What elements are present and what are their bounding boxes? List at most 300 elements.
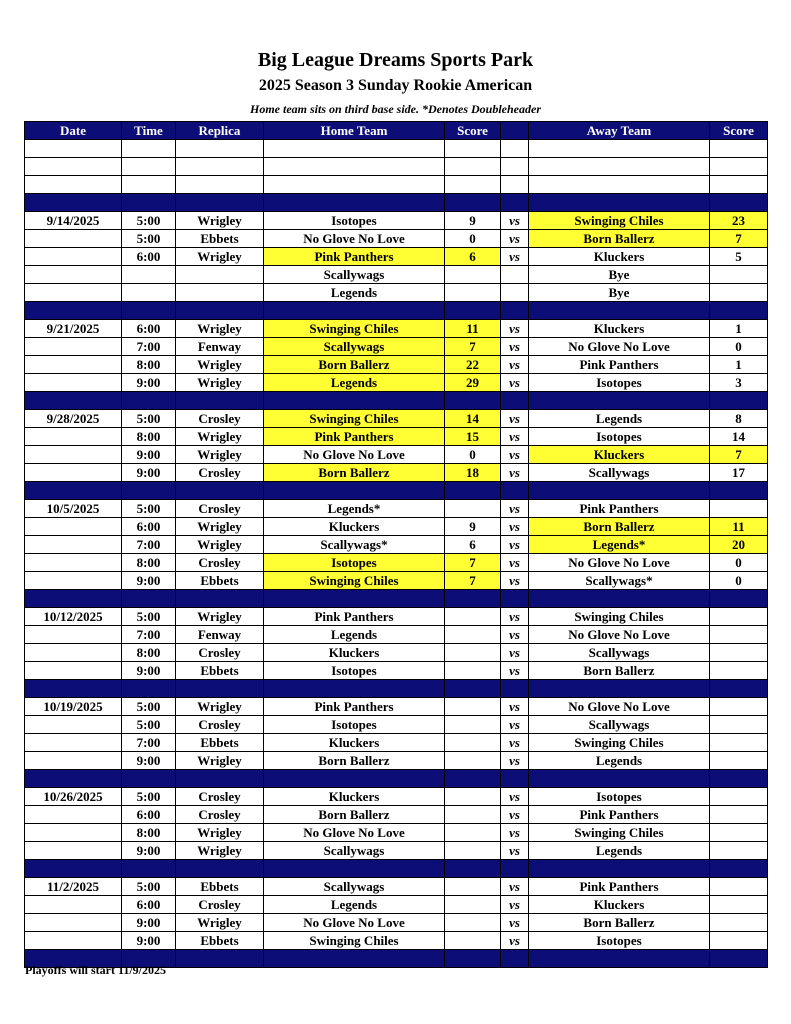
home-team-cell: Pink Panthers xyxy=(264,698,445,716)
date-cell xyxy=(25,374,122,392)
date-cell xyxy=(25,770,122,788)
away-score-cell: 23 xyxy=(710,212,768,230)
vs-cell xyxy=(501,590,529,608)
home-score-cell: 15 xyxy=(445,428,501,446)
date-cell xyxy=(25,896,122,914)
replica-cell: Wrigley xyxy=(176,914,264,932)
date-cell xyxy=(25,302,122,320)
home-team-cell: Scallywags xyxy=(264,842,445,860)
time-cell: 8:00 xyxy=(122,554,176,572)
date-cell xyxy=(25,248,122,266)
away-team-cell: No Glove No Love xyxy=(529,554,710,572)
replica-cell: Wrigley xyxy=(176,248,264,266)
home-team-cell: Born Ballerz xyxy=(264,464,445,482)
home-score-cell xyxy=(445,392,501,410)
home-team-cell xyxy=(264,680,445,698)
vs-cell xyxy=(501,860,529,878)
away-team-cell: No Glove No Love xyxy=(529,698,710,716)
col-date: Date xyxy=(25,122,122,140)
date-cell xyxy=(25,428,122,446)
week-separator xyxy=(25,482,768,500)
home-team-cell: Pink Panthers xyxy=(264,248,445,266)
home-team-cell: Born Ballerz xyxy=(264,752,445,770)
vs-cell: vs xyxy=(501,626,529,644)
home-score-cell xyxy=(445,662,501,680)
vs-cell: vs xyxy=(501,896,529,914)
time-cell xyxy=(122,158,176,176)
away-team-cell: No Glove No Love xyxy=(529,338,710,356)
away-score-cell xyxy=(710,878,768,896)
table-row xyxy=(25,788,768,806)
blank-row xyxy=(25,158,768,176)
replica-cell: Wrigley xyxy=(176,428,264,446)
home-score-cell xyxy=(445,194,501,212)
home-score-cell xyxy=(445,500,501,518)
home-team-cell xyxy=(264,176,445,194)
table-row xyxy=(25,662,768,680)
home-team-cell: No Glove No Love xyxy=(264,914,445,932)
header-row xyxy=(25,122,768,140)
home-score-cell xyxy=(445,824,501,842)
replica-cell xyxy=(176,158,264,176)
date-cell: 9/14/2025 xyxy=(25,212,122,230)
home-team-cell xyxy=(264,392,445,410)
time-cell xyxy=(122,266,176,284)
away-team-cell: No Glove No Love xyxy=(529,626,710,644)
vs-cell: vs xyxy=(501,842,529,860)
col-replica: Replica xyxy=(176,122,264,140)
away-score-cell xyxy=(710,770,768,788)
time-cell: 5:00 xyxy=(122,500,176,518)
replica-cell xyxy=(176,770,264,788)
schedule-table xyxy=(24,121,768,968)
home-team-cell: Scallywags xyxy=(264,266,445,284)
time-cell: 7:00 xyxy=(122,734,176,752)
time-cell: 9:00 xyxy=(122,662,176,680)
replica-cell: Wrigley xyxy=(176,824,264,842)
time-cell: 5:00 xyxy=(122,878,176,896)
vs-cell xyxy=(501,680,529,698)
vs-cell: vs xyxy=(501,248,529,266)
home-score-cell: 9 xyxy=(445,212,501,230)
away-team-cell xyxy=(529,158,710,176)
table-row xyxy=(25,536,768,554)
replica-cell: Wrigley xyxy=(176,320,264,338)
table-row xyxy=(25,824,768,842)
time-cell: 9:00 xyxy=(122,932,176,950)
away-team-cell: Kluckers xyxy=(529,320,710,338)
date-cell xyxy=(25,338,122,356)
home-score-cell: 9 xyxy=(445,518,501,536)
col-vs xyxy=(501,122,529,140)
vs-cell: vs xyxy=(501,914,529,932)
replica-cell: Wrigley xyxy=(176,356,264,374)
home-team-cell: Isotopes xyxy=(264,716,445,734)
table-row xyxy=(25,554,768,572)
home-score-cell xyxy=(445,716,501,734)
vs-cell: vs xyxy=(501,536,529,554)
page-title: Big League Dreams Sports Park xyxy=(257,49,534,71)
vs-cell: vs xyxy=(501,752,529,770)
replica-cell xyxy=(176,950,264,968)
away-team-cell: Isotopes xyxy=(529,788,710,806)
vs-cell: vs xyxy=(501,374,529,392)
home-team-cell: Born Ballerz xyxy=(264,356,445,374)
date-cell xyxy=(25,824,122,842)
away-score-cell xyxy=(710,734,768,752)
replica-cell: Wrigley xyxy=(176,608,264,626)
home-team-cell: Legends* xyxy=(264,500,445,518)
table-row xyxy=(25,698,768,716)
away-team-cell: Isotopes xyxy=(529,374,710,392)
away-score-cell: 11 xyxy=(710,518,768,536)
replica-cell xyxy=(176,482,264,500)
table-body xyxy=(25,140,768,968)
home-team-cell: Isotopes xyxy=(264,554,445,572)
vs-cell: vs xyxy=(501,572,529,590)
table-row xyxy=(25,896,768,914)
time-cell: 6:00 xyxy=(122,806,176,824)
away-team-cell: Pink Panthers xyxy=(529,356,710,374)
replica-cell xyxy=(176,284,264,302)
home-team-cell: Kluckers xyxy=(264,644,445,662)
home-team-cell: No Glove No Love xyxy=(264,446,445,464)
table-row xyxy=(25,320,768,338)
replica-cell xyxy=(176,302,264,320)
date-cell xyxy=(25,806,122,824)
replica-cell xyxy=(176,590,264,608)
home-score-cell xyxy=(445,482,501,500)
week-separator xyxy=(25,302,768,320)
vs-cell: vs xyxy=(501,608,529,626)
away-team-cell xyxy=(529,950,710,968)
home-score-cell xyxy=(445,284,501,302)
away-score-cell xyxy=(710,482,768,500)
table-row xyxy=(25,230,768,248)
home-score-cell xyxy=(445,788,501,806)
home-score-cell: 18 xyxy=(445,464,501,482)
table-row xyxy=(25,500,768,518)
home-team-cell: Swinging Chiles xyxy=(264,572,445,590)
away-team-cell: Legends xyxy=(529,752,710,770)
away-team-cell: Bye xyxy=(529,266,710,284)
date-cell xyxy=(25,932,122,950)
away-score-cell xyxy=(710,932,768,950)
replica-cell: Wrigley xyxy=(176,518,264,536)
away-score-cell xyxy=(710,914,768,932)
away-score-cell xyxy=(710,716,768,734)
home-team-cell xyxy=(264,590,445,608)
vs-cell xyxy=(501,158,529,176)
away-team-cell: Pink Panthers xyxy=(529,806,710,824)
time-cell: 5:00 xyxy=(122,230,176,248)
blank-row xyxy=(25,140,768,158)
away-score-cell: 0 xyxy=(710,554,768,572)
away-score-cell xyxy=(710,788,768,806)
replica-cell: Crosley xyxy=(176,464,264,482)
home-score-cell xyxy=(445,842,501,860)
away-team-cell: Born Ballerz xyxy=(529,662,710,680)
date-cell: 9/21/2025 xyxy=(25,320,122,338)
date-cell xyxy=(25,842,122,860)
home-team-cell xyxy=(264,860,445,878)
date-cell xyxy=(25,482,122,500)
replica-cell: Wrigley xyxy=(176,536,264,554)
table-row xyxy=(25,716,768,734)
away-score-cell xyxy=(710,806,768,824)
home-team-cell: Kluckers xyxy=(264,518,445,536)
time-cell: 9:00 xyxy=(122,752,176,770)
date-cell xyxy=(25,716,122,734)
home-team-cell: Swinging Chiles xyxy=(264,320,445,338)
date-cell xyxy=(25,626,122,644)
away-score-cell xyxy=(710,842,768,860)
page-subtitle: 2025 Season 3 Sunday Rookie American xyxy=(258,77,533,94)
vs-cell: vs xyxy=(501,662,529,680)
time-cell xyxy=(122,176,176,194)
away-score-cell xyxy=(710,680,768,698)
date-cell xyxy=(25,734,122,752)
home-team-cell: Pink Panthers xyxy=(264,608,445,626)
week-separator xyxy=(25,680,768,698)
replica-cell: Crosley xyxy=(176,788,264,806)
date-cell xyxy=(25,644,122,662)
table-row xyxy=(25,878,768,896)
vs-cell: vs xyxy=(501,734,529,752)
vs-cell: vs xyxy=(501,320,529,338)
table-row xyxy=(25,572,768,590)
away-score-cell xyxy=(710,626,768,644)
date-cell xyxy=(25,158,122,176)
replica-cell: Ebbets xyxy=(176,572,264,590)
home-score-cell xyxy=(445,770,501,788)
date-cell: 10/5/2025 xyxy=(25,500,122,518)
time-cell: 9:00 xyxy=(122,464,176,482)
replica-cell: Crosley xyxy=(176,644,264,662)
away-team-cell: Bye xyxy=(529,284,710,302)
away-team-cell xyxy=(529,302,710,320)
home-score-cell: 6 xyxy=(445,248,501,266)
home-score-cell: 14 xyxy=(445,410,501,428)
home-score-cell: 22 xyxy=(445,356,501,374)
away-score-cell xyxy=(710,896,768,914)
date-cell: 9/28/2025 xyxy=(25,410,122,428)
date-cell xyxy=(25,446,122,464)
replica-cell xyxy=(176,194,264,212)
away-team-cell xyxy=(529,680,710,698)
home-score-cell: 0 xyxy=(445,446,501,464)
time-cell: 6:00 xyxy=(122,518,176,536)
date-cell xyxy=(25,140,122,158)
vs-cell: vs xyxy=(501,878,529,896)
away-team-cell: Scallywags xyxy=(529,644,710,662)
away-team-cell: Swinging Chiles xyxy=(529,824,710,842)
table-row xyxy=(25,374,768,392)
home-team-cell: Pink Panthers xyxy=(264,428,445,446)
home-score-cell xyxy=(445,806,501,824)
vs-cell: vs xyxy=(501,230,529,248)
away-team-cell: Swinging Chiles xyxy=(529,212,710,230)
date-cell xyxy=(25,554,122,572)
vs-cell xyxy=(501,482,529,500)
home-score-cell: 0 xyxy=(445,230,501,248)
vs-cell xyxy=(501,392,529,410)
date-cell xyxy=(25,752,122,770)
away-score-cell xyxy=(710,176,768,194)
week-separator xyxy=(25,392,768,410)
away-team-cell: Swinging Chiles xyxy=(529,734,710,752)
replica-cell: Crosley xyxy=(176,500,264,518)
vs-cell: vs xyxy=(501,788,529,806)
away-score-cell xyxy=(710,302,768,320)
time-cell: 5:00 xyxy=(122,212,176,230)
home-score-cell: 7 xyxy=(445,338,501,356)
away-score-cell: 0 xyxy=(710,572,768,590)
time-cell xyxy=(122,392,176,410)
time-cell: 5:00 xyxy=(122,608,176,626)
vs-cell: vs xyxy=(501,716,529,734)
away-team-cell: Born Ballerz xyxy=(529,230,710,248)
col-away-team: Away Team xyxy=(529,122,710,140)
date-cell xyxy=(25,464,122,482)
home-team-cell: Legends xyxy=(264,896,445,914)
date-cell xyxy=(25,518,122,536)
replica-cell: Crosley xyxy=(176,716,264,734)
table-row xyxy=(25,842,768,860)
col-home-score: Score xyxy=(445,122,501,140)
away-score-cell: 7 xyxy=(710,230,768,248)
time-cell: 9:00 xyxy=(122,446,176,464)
away-score-cell xyxy=(710,266,768,284)
home-team-cell: Isotopes xyxy=(264,662,445,680)
home-score-cell xyxy=(445,626,501,644)
home-team-cell: Swinging Chiles xyxy=(264,932,445,950)
vs-cell: vs xyxy=(501,446,529,464)
replica-cell xyxy=(176,860,264,878)
away-score-cell xyxy=(710,824,768,842)
home-score-cell xyxy=(445,158,501,176)
time-cell xyxy=(122,140,176,158)
time-cell: 5:00 xyxy=(122,698,176,716)
date-cell xyxy=(25,392,122,410)
date-cell xyxy=(25,356,122,374)
replica-cell xyxy=(176,266,264,284)
away-score-cell xyxy=(710,158,768,176)
away-team-cell: Isotopes xyxy=(529,428,710,446)
away-team-cell: Legends xyxy=(529,842,710,860)
time-cell xyxy=(122,284,176,302)
time-cell xyxy=(122,770,176,788)
vs-cell: vs xyxy=(501,932,529,950)
home-score-cell: 7 xyxy=(445,554,501,572)
away-team-cell xyxy=(529,770,710,788)
home-score-cell xyxy=(445,734,501,752)
away-team-cell: Kluckers xyxy=(529,896,710,914)
away-score-cell xyxy=(710,140,768,158)
vs-cell xyxy=(501,284,529,302)
away-team-cell: Born Ballerz xyxy=(529,518,710,536)
replica-cell: Ebbets xyxy=(176,878,264,896)
time-cell: 6:00 xyxy=(122,896,176,914)
away-team-cell: Pink Panthers xyxy=(529,500,710,518)
vs-cell xyxy=(501,176,529,194)
time-cell: 9:00 xyxy=(122,572,176,590)
home-team-cell: Scallywags xyxy=(264,338,445,356)
home-score-cell xyxy=(445,914,501,932)
time-cell: 9:00 xyxy=(122,842,176,860)
week-separator xyxy=(25,590,768,608)
home-score-cell xyxy=(445,644,501,662)
vs-cell: vs xyxy=(501,500,529,518)
date-cell: 10/26/2025 xyxy=(25,788,122,806)
away-score-cell: 20 xyxy=(710,536,768,554)
away-score-cell xyxy=(710,698,768,716)
time-cell: 6:00 xyxy=(122,248,176,266)
home-team-cell: Legends xyxy=(264,626,445,644)
home-team-cell xyxy=(264,158,445,176)
home-score-cell xyxy=(445,590,501,608)
home-team-cell: Born Ballerz xyxy=(264,806,445,824)
time-cell: 9:00 xyxy=(122,374,176,392)
date-cell xyxy=(25,284,122,302)
away-score-cell xyxy=(710,392,768,410)
vs-cell xyxy=(501,194,529,212)
away-score-cell: 3 xyxy=(710,374,768,392)
replica-cell: Wrigley xyxy=(176,446,264,464)
replica-cell xyxy=(176,392,264,410)
replica-cell xyxy=(176,680,264,698)
col-away-score: Score xyxy=(710,122,768,140)
vs-cell xyxy=(501,302,529,320)
vs-cell xyxy=(501,950,529,968)
time-cell: 6:00 xyxy=(122,320,176,338)
replica-cell: Wrigley xyxy=(176,698,264,716)
replica-cell: Wrigley xyxy=(176,212,264,230)
vs-cell xyxy=(501,266,529,284)
time-cell xyxy=(122,590,176,608)
vs-cell: vs xyxy=(501,806,529,824)
home-score-cell xyxy=(445,140,501,158)
date-cell xyxy=(25,176,122,194)
time-cell: 7:00 xyxy=(122,536,176,554)
date-cell: 10/12/2025 xyxy=(25,608,122,626)
footer-note: Playoffs will start 11/9/2025 xyxy=(25,963,166,977)
table-row xyxy=(25,212,768,230)
date-cell: 11/2/2025 xyxy=(25,878,122,896)
vs-cell: vs xyxy=(501,212,529,230)
date-cell: 10/19/2025 xyxy=(25,698,122,716)
time-cell: 8:00 xyxy=(122,428,176,446)
home-score-cell xyxy=(445,302,501,320)
away-score-cell: 1 xyxy=(710,320,768,338)
away-score-cell: 0 xyxy=(710,338,768,356)
away-score-cell: 17 xyxy=(710,464,768,482)
home-score-cell xyxy=(445,932,501,950)
home-team-cell: No Glove No Love xyxy=(264,230,445,248)
away-score-cell: 8 xyxy=(710,410,768,428)
home-team-cell: Legends xyxy=(264,284,445,302)
table-row xyxy=(25,410,768,428)
away-score-cell xyxy=(710,662,768,680)
home-team-cell: Kluckers xyxy=(264,734,445,752)
away-team-cell xyxy=(529,860,710,878)
table-row xyxy=(25,914,768,932)
replica-cell: Ebbets xyxy=(176,230,264,248)
home-team-cell xyxy=(264,140,445,158)
vs-cell xyxy=(501,140,529,158)
date-cell xyxy=(25,680,122,698)
time-cell xyxy=(122,302,176,320)
